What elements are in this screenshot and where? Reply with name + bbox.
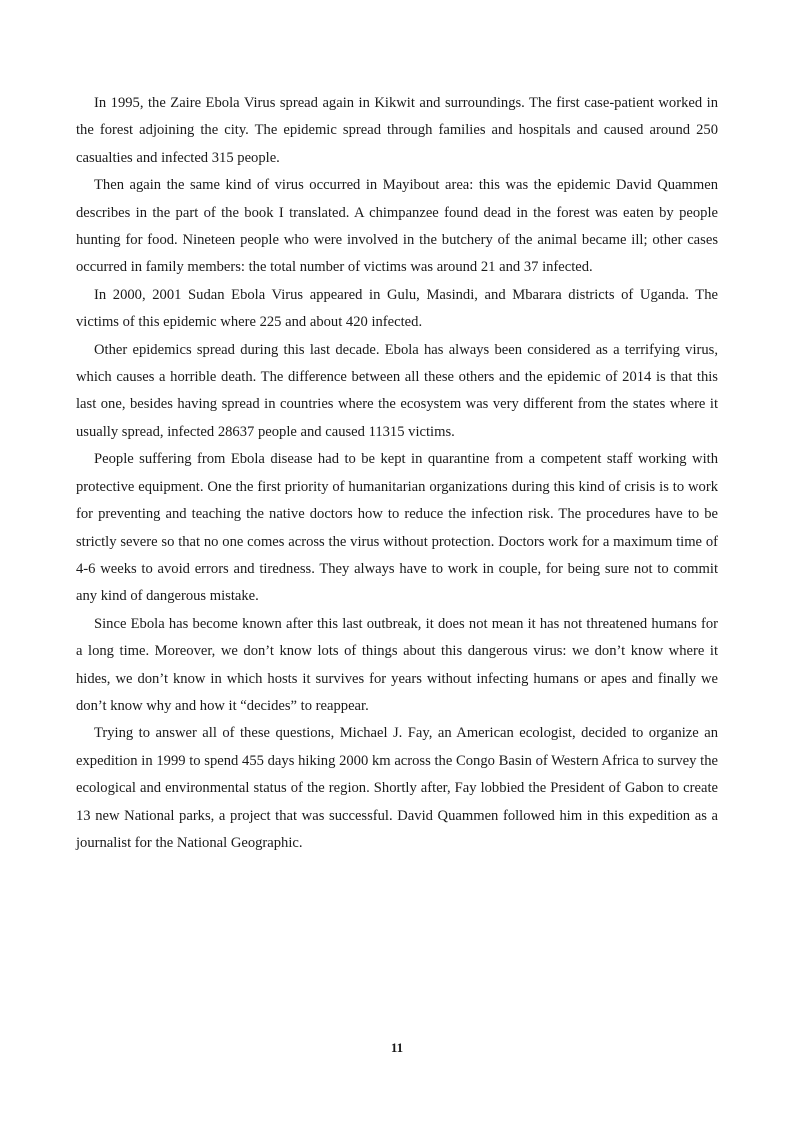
paragraph-kikwit-outbreak: In 1995, the Zaire Ebola Virus spread again in Kikwit and surroundings. The first case-patient worked in the forest adjoining the city. The epidemic spread through families and hospitals and caused around 250 casualties and infected 315 people.: [76, 95, 718, 166]
body-text: [76, 90, 718, 857]
page-number: 11: [390, 1040, 404, 1055]
paragraph-mayibout-outbreak: Then again the same kind of virus occurred in Mayibout area: this was the epidemic David Quammen describes in the part of the book I translated. A chimpanzee found dead in the forest was eaten by people hunting for food. Nineteen people who were involved in the butchery of the animal became ill; other cases occurred in family members: the total number of victims was around 21 and 37 infected.: [76, 177, 718, 276]
paragraph-last-decade-epidemics: Other epidemics spread during this last decade. Ebola has always been considered as a terrifying virus, which causes a horrible death. The difference between all these others and the epidemic of 2014 is that this last one, besides having spread in countries where the ecosystem was very different from the states where it usually spread, infected 28637 people and caused 11315 victims.: [76, 341, 718, 440]
paragraph-fay-expedition: Trying to answer all of these questions, Michael J. Fay, an American ecologist, decided to organize an expedition in 1999 to spend 455 days hiking 2000 km across the Congo Basin of Western Africa to survey the ecological and environmental status of the region. Shortly after, Fay lobbied the President of Gabon to create 13 new National parks, a project that was successful. David Quammen followed him in this expedition as a journalist for the National Geographic.: [76, 725, 718, 851]
paragraph-uganda-outbreak: In 2000, 2001 Sudan Ebola Virus appeared in Gulu, Masindi, and Mbarara districts of Uganda. The victims of this epidemic where 225 and about 420 infected.: [76, 286, 718, 331]
paragraph-quarantine-procedures: People suffering from Ebola disease had to be kept in quarantine from a competent staff working with protective equipment. One the first priority of humanitarian organizations during this kind of crisis is to work for preventing and teaching the native doctors how to reduce the infection risk. The procedures have to be strictly severe so that no one comes across the virus without protection. Doctors work for a maximum time of 4-6 weeks to avoid errors and tiredness. They always have to work in couple, for being sure not to commit any kind of dangerous mistake.: [76, 451, 718, 605]
paragraph-unknowns: Since Ebola has become known after this last outbreak, it does not mean it has not threatened humans for a long time. Moreover, we don’t know lots of things about this dangerous virus: we don’t know where it hides, we don’t know in which hosts it survives for years without infecting humans or apes and finally we don’t know why and how it “decides” to reappear.: [76, 615, 718, 714]
